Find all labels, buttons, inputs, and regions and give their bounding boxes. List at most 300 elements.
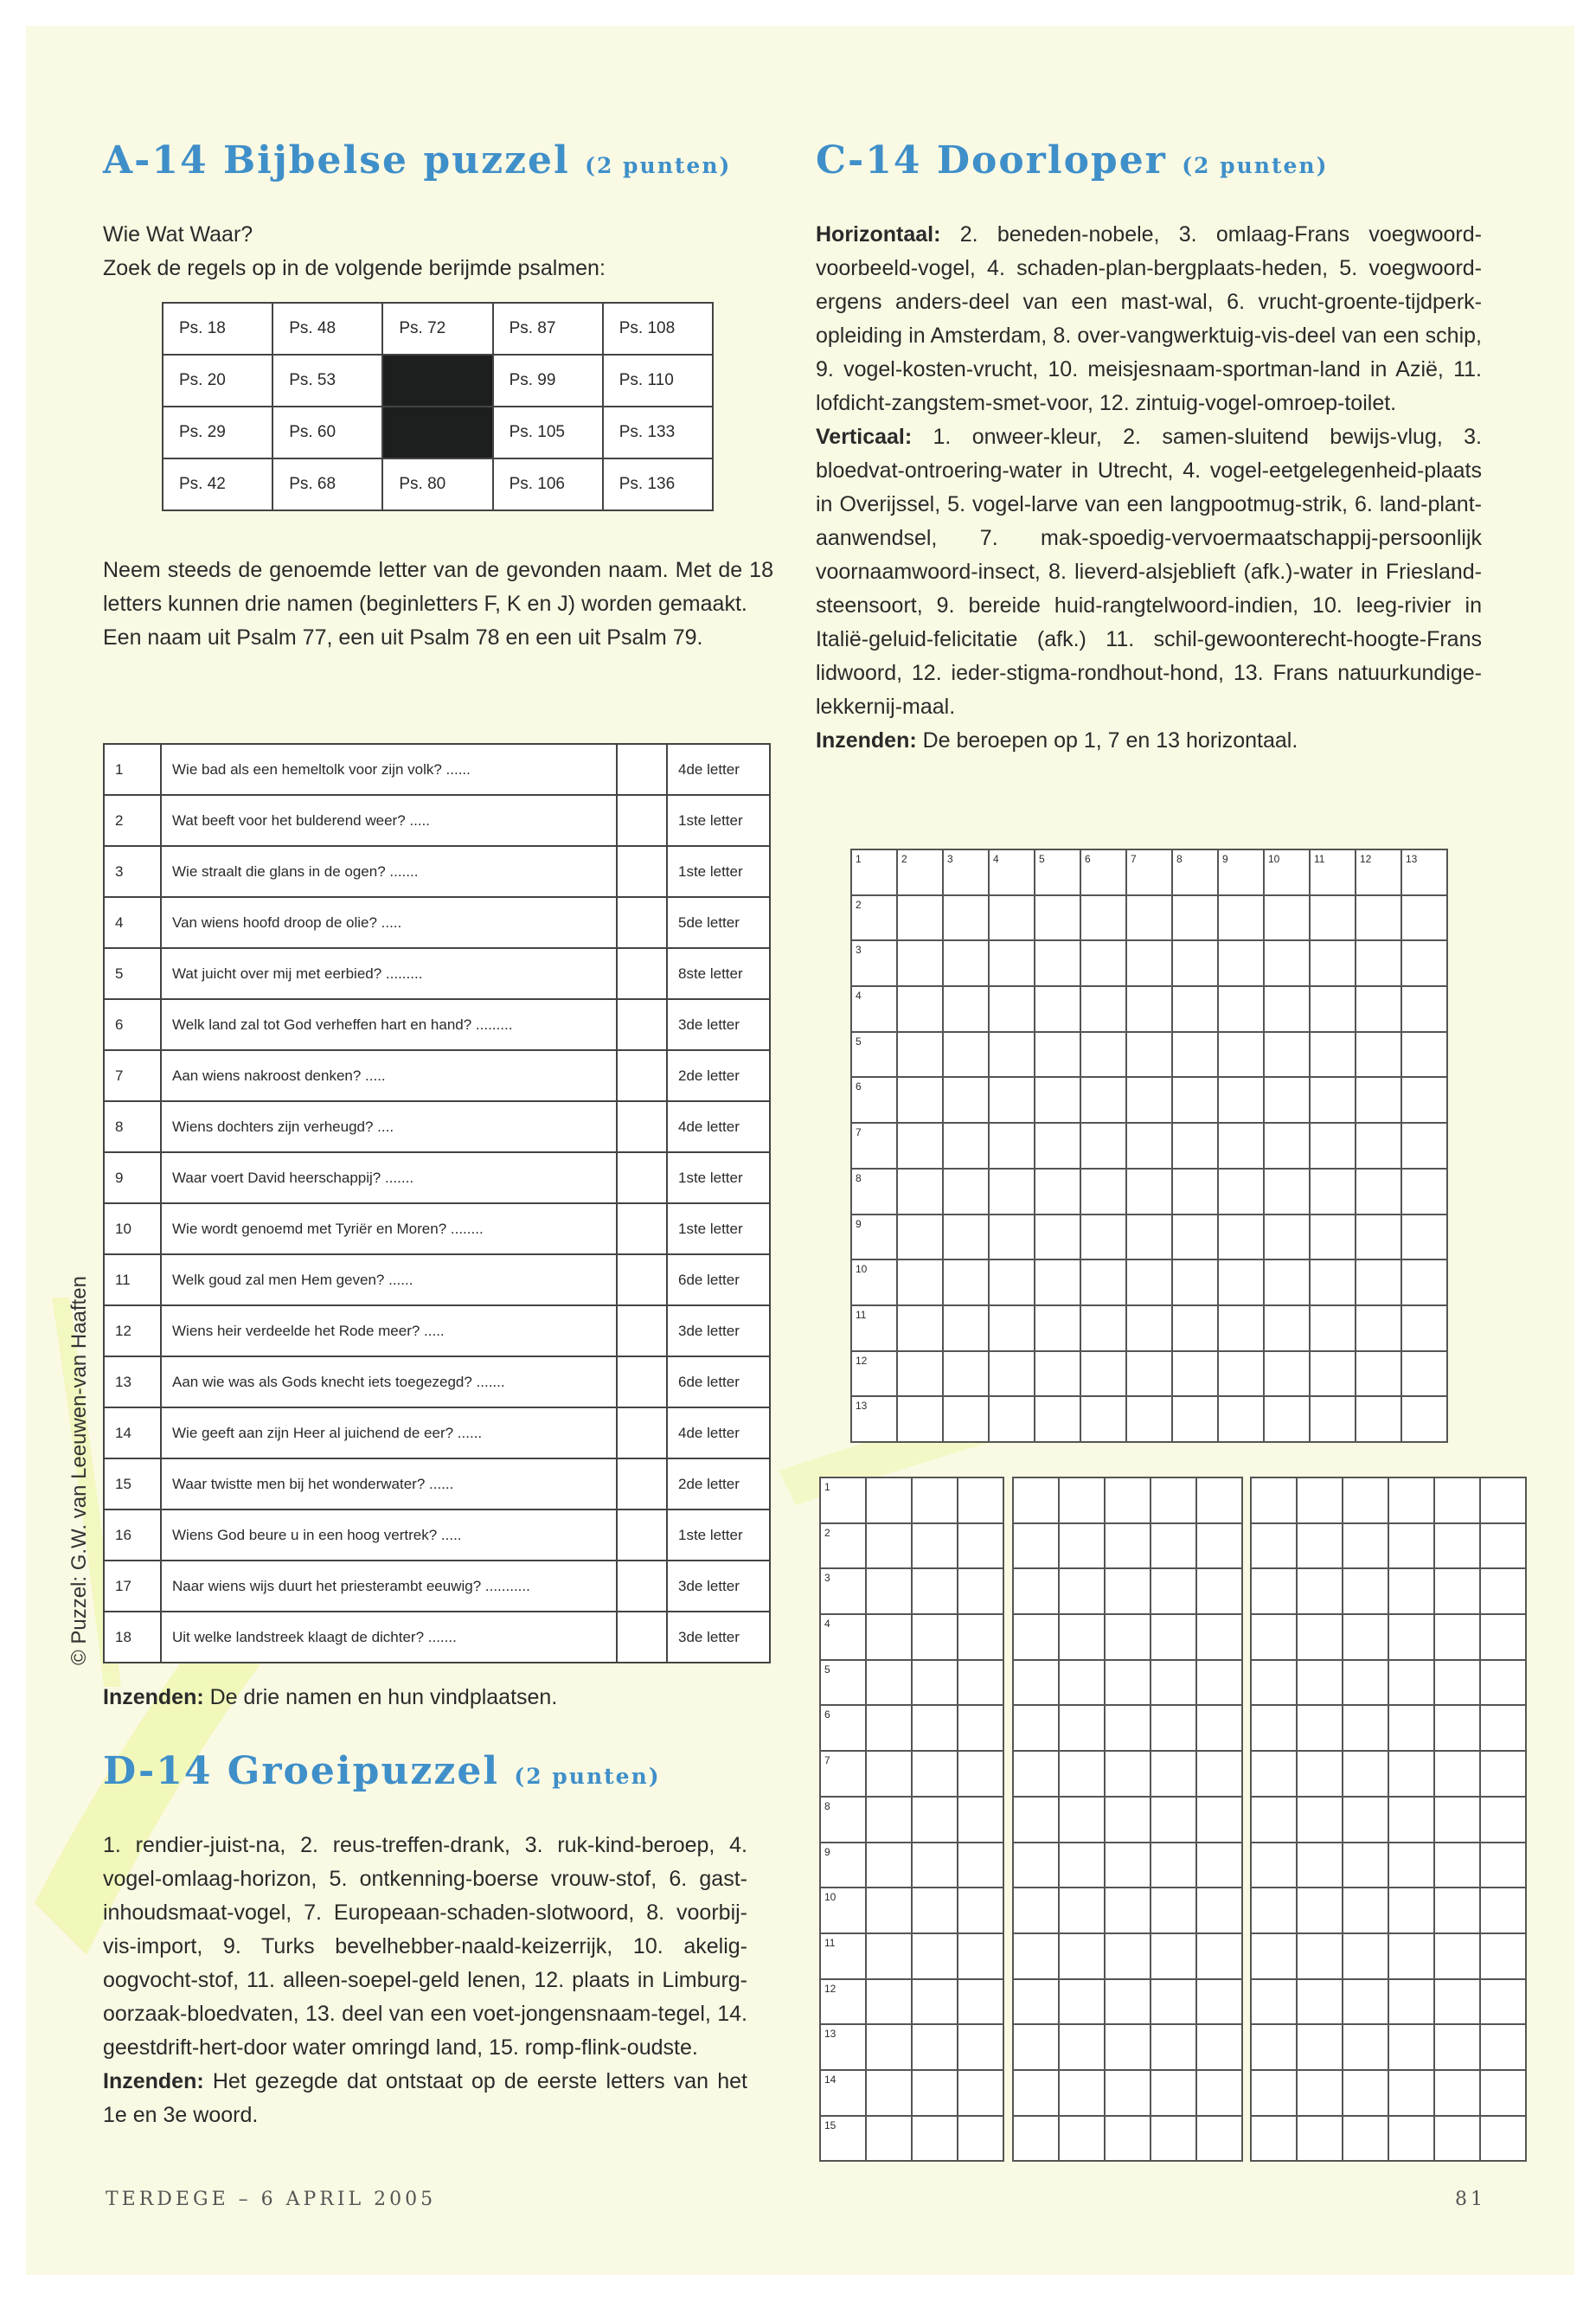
grid-cell[interactable] xyxy=(1126,1351,1172,1397)
grid-cell[interactable] xyxy=(1480,2024,1526,2070)
grid-cell[interactable]: 15 xyxy=(820,2116,866,2162)
grid-cell[interactable]: 4 xyxy=(989,849,1035,895)
grid-cell[interactable] xyxy=(1080,1077,1126,1123)
grid-cell[interactable] xyxy=(1251,1843,1297,1888)
grid-cell[interactable]: 11 xyxy=(820,1933,866,1979)
grid-cell[interactable] xyxy=(1059,1979,1105,2025)
grid-cell[interactable] xyxy=(1343,1843,1388,1888)
grid-cell[interactable] xyxy=(1388,2070,1434,2116)
grid-cell[interactable]: 9 xyxy=(851,1215,897,1260)
grid-cell[interactable] xyxy=(1264,986,1310,1032)
answer-cell[interactable] xyxy=(617,1356,667,1407)
grid-cell[interactable] xyxy=(1480,1888,1526,1933)
grid-cell[interactable] xyxy=(1297,1660,1343,1706)
grid-cell[interactable] xyxy=(1013,1979,1059,2025)
grid-cell[interactable] xyxy=(989,940,1035,986)
grid-cell[interactable] xyxy=(1218,940,1264,986)
grid-cell[interactable] xyxy=(1251,1751,1297,1797)
grid-cell[interactable] xyxy=(989,1123,1035,1169)
grid-cell[interactable] xyxy=(1080,1305,1126,1351)
answer-cell[interactable] xyxy=(617,1305,667,1356)
grid-cell[interactable] xyxy=(1196,1933,1242,1979)
grid-cell[interactable] xyxy=(1013,1660,1059,1706)
grid-cell[interactable] xyxy=(1356,1305,1401,1351)
grid-cell[interactable] xyxy=(1297,1933,1343,1979)
grid-cell[interactable] xyxy=(989,895,1035,941)
grid-cell[interactable] xyxy=(1035,1169,1080,1215)
grid-cell[interactable] xyxy=(1356,895,1401,941)
grid-cell[interactable] xyxy=(1105,1523,1151,1569)
grid-cell[interactable] xyxy=(1196,1568,1242,1614)
grid-cell[interactable] xyxy=(1059,2070,1105,2116)
grid-cell[interactable] xyxy=(1401,1032,1447,1078)
grid-cell[interactable] xyxy=(1343,1523,1388,1569)
grid-cell[interactable] xyxy=(1151,1477,1196,1523)
grid-cell[interactable]: 12 xyxy=(851,1351,897,1397)
grid-cell[interactable] xyxy=(1251,1888,1297,1933)
grid-cell[interactable]: 11 xyxy=(1310,849,1356,895)
grid-cell[interactable] xyxy=(1251,2116,1297,2162)
grid-cell[interactable] xyxy=(1343,2024,1388,2070)
grid-cell[interactable] xyxy=(1218,1215,1264,1260)
grid-cell[interactable] xyxy=(866,1705,912,1751)
grid-cell[interactable]: 10 xyxy=(1264,849,1310,895)
grid-cell[interactable] xyxy=(1343,1888,1388,1933)
grid-cell[interactable] xyxy=(1126,1259,1172,1305)
grid-cell[interactable] xyxy=(1343,1568,1388,1614)
grid-cell[interactable] xyxy=(1105,1705,1151,1751)
grid-cell[interactable] xyxy=(912,1843,958,1888)
grid-cell[interactable] xyxy=(866,1979,912,2025)
grid-cell[interactable] xyxy=(958,1477,1003,1523)
grid-cell[interactable] xyxy=(1388,1523,1434,1569)
grid-cell[interactable] xyxy=(1196,1614,1242,1660)
grid-cell[interactable] xyxy=(1126,1169,1172,1215)
grid-cell[interactable] xyxy=(1434,2070,1480,2116)
grid-cell[interactable] xyxy=(1172,940,1218,986)
grid-cell[interactable] xyxy=(1151,1614,1196,1660)
grid-cell[interactable] xyxy=(1035,1215,1080,1260)
grid-cell[interactable] xyxy=(1172,1305,1218,1351)
grid-cell[interactable] xyxy=(943,1351,989,1397)
grid-cell[interactable] xyxy=(1434,1797,1480,1843)
grid-cell[interactable] xyxy=(866,1933,912,1979)
grid-cell[interactable] xyxy=(1080,986,1126,1032)
grid-cell[interactable] xyxy=(1434,1751,1480,1797)
grid-cell[interactable] xyxy=(866,1568,912,1614)
grid-cell[interactable] xyxy=(1059,1888,1105,1933)
grid-cell[interactable] xyxy=(1434,1477,1480,1523)
grid-cell[interactable] xyxy=(1343,1477,1388,1523)
grid-cell[interactable] xyxy=(866,1660,912,1706)
grid-cell[interactable] xyxy=(1251,1797,1297,1843)
grid-cell[interactable] xyxy=(1480,1614,1526,1660)
grid-cell[interactable] xyxy=(1251,1568,1297,1614)
grid-cell[interactable] xyxy=(1401,986,1447,1032)
grid-cell[interactable] xyxy=(1035,1351,1080,1397)
grid-cell[interactable] xyxy=(1105,1797,1151,1843)
grid-cell[interactable] xyxy=(1172,1259,1218,1305)
grid-cell[interactable] xyxy=(1172,1032,1218,1078)
grid-cell[interactable] xyxy=(958,1705,1003,1751)
grid-cell[interactable] xyxy=(1297,1751,1343,1797)
grid-cell[interactable] xyxy=(1196,2116,1242,2162)
grid-cell[interactable] xyxy=(1401,895,1447,941)
grid-cell[interactable] xyxy=(1126,1077,1172,1123)
grid-cell[interactable] xyxy=(1059,1933,1105,1979)
grid-cell[interactable] xyxy=(1343,2070,1388,2116)
grid-cell[interactable] xyxy=(1297,1477,1343,1523)
grid-cell[interactable] xyxy=(1059,1843,1105,1888)
grid-cell[interactable] xyxy=(1388,1614,1434,1660)
grid-cell[interactable] xyxy=(1388,1477,1434,1523)
answer-cell[interactable] xyxy=(617,1101,667,1152)
grid-cell[interactable] xyxy=(1126,940,1172,986)
grid-cell[interactable]: 7 xyxy=(851,1123,897,1169)
grid-cell[interactable] xyxy=(897,1259,943,1305)
grid-cell[interactable] xyxy=(1356,1259,1401,1305)
grid-cell[interactable] xyxy=(866,1797,912,1843)
answer-cell[interactable] xyxy=(617,795,667,846)
grid-cell[interactable] xyxy=(1218,1259,1264,1305)
grid-cell[interactable] xyxy=(1105,1933,1151,1979)
grid-cell[interactable] xyxy=(1251,2024,1297,2070)
grid-cell[interactable] xyxy=(912,1933,958,1979)
grid-cell[interactable] xyxy=(1251,1614,1297,1660)
grid-cell[interactable]: 4 xyxy=(820,1614,866,1660)
grid-cell[interactable] xyxy=(866,2070,912,2116)
grid-cell[interactable] xyxy=(1105,1614,1151,1660)
grid-cell[interactable] xyxy=(1356,1032,1401,1078)
grid-cell[interactable]: 6 xyxy=(820,1705,866,1751)
grid-cell[interactable] xyxy=(1310,1259,1356,1305)
grid-cell[interactable] xyxy=(1356,1215,1401,1260)
grid-cell[interactable]: 3 xyxy=(820,1568,866,1614)
grid-cell[interactable] xyxy=(1297,2070,1343,2116)
grid-cell[interactable] xyxy=(912,1568,958,1614)
grid-cell[interactable]: 14 xyxy=(820,2070,866,2116)
grid-cell[interactable] xyxy=(912,1979,958,2025)
grid-cell[interactable] xyxy=(912,1614,958,1660)
grid-cell[interactable] xyxy=(1080,1032,1126,1078)
grid-cell[interactable] xyxy=(912,1751,958,1797)
grid-cell[interactable] xyxy=(1480,1660,1526,1706)
grid-cell[interactable] xyxy=(912,1797,958,1843)
grid-cell[interactable] xyxy=(1297,1523,1343,1569)
grid-cell[interactable] xyxy=(1013,1751,1059,1797)
grid-cell[interactable] xyxy=(866,1477,912,1523)
grid-cell[interactable] xyxy=(943,1259,989,1305)
grid-cell[interactable] xyxy=(1151,1843,1196,1888)
grid-cell[interactable] xyxy=(958,1797,1003,1843)
grid-cell[interactable] xyxy=(1172,1396,1218,1442)
grid-cell[interactable] xyxy=(1480,2116,1526,2162)
grid-cell[interactable] xyxy=(1388,1843,1434,1888)
grid-cell[interactable] xyxy=(1343,1614,1388,1660)
grid-cell[interactable] xyxy=(1480,1933,1526,1979)
grid-cell[interactable] xyxy=(1151,1568,1196,1614)
grid-cell[interactable] xyxy=(1401,1123,1447,1169)
grid-cell[interactable] xyxy=(897,1351,943,1397)
grid-cell[interactable] xyxy=(1035,1305,1080,1351)
grid-cell[interactable] xyxy=(1080,1215,1126,1260)
grid-cell[interactable] xyxy=(1013,1933,1059,1979)
grid-cell[interactable] xyxy=(1310,1305,1356,1351)
grid-cell[interactable] xyxy=(1151,1979,1196,2025)
grid-cell[interactable] xyxy=(1172,1215,1218,1260)
grid-cell[interactable] xyxy=(1126,986,1172,1032)
grid-cell[interactable] xyxy=(989,1215,1035,1260)
grid-cell[interactable] xyxy=(943,1396,989,1442)
grid-cell[interactable]: 8 xyxy=(1172,849,1218,895)
grid-cell[interactable] xyxy=(1310,895,1356,941)
grid-cell[interactable] xyxy=(1480,1705,1526,1751)
grid-cell[interactable] xyxy=(1013,1523,1059,1569)
grid-cell[interactable] xyxy=(943,940,989,986)
grid-cell[interactable] xyxy=(958,1933,1003,1979)
grid-cell[interactable] xyxy=(989,986,1035,1032)
grid-cell[interactable]: 5 xyxy=(1035,849,1080,895)
grid-cell[interactable] xyxy=(1035,986,1080,1032)
grid-cell[interactable] xyxy=(958,1979,1003,2025)
grid-cell[interactable] xyxy=(1264,895,1310,941)
grid-cell[interactable]: 9 xyxy=(1218,849,1264,895)
grid-cell[interactable] xyxy=(897,1396,943,1442)
grid-cell[interactable] xyxy=(1059,2024,1105,2070)
grid-cell[interactable] xyxy=(943,1032,989,1078)
grid-cell[interactable] xyxy=(897,1032,943,1078)
grid-cell[interactable] xyxy=(1356,1351,1401,1397)
grid-cell[interactable] xyxy=(1388,1979,1434,2025)
grid-cell[interactable] xyxy=(1343,1933,1388,1979)
grid-cell[interactable] xyxy=(1151,1933,1196,1979)
grid-cell[interactable] xyxy=(1013,2024,1059,2070)
grid-cell[interactable] xyxy=(897,1305,943,1351)
grid-cell[interactable] xyxy=(1080,1351,1126,1397)
grid-cell[interactable] xyxy=(958,1660,1003,1706)
grid-cell[interactable] xyxy=(1434,1705,1480,1751)
grid-cell[interactable] xyxy=(1172,1351,1218,1397)
grid-cell[interactable] xyxy=(912,1705,958,1751)
grid-cell[interactable] xyxy=(1251,2070,1297,2116)
grid-cell[interactable] xyxy=(1310,1396,1356,1442)
grid-cell[interactable] xyxy=(1035,1032,1080,1078)
grid-cell[interactable] xyxy=(1035,1077,1080,1123)
grid-cell[interactable] xyxy=(1013,2070,1059,2116)
grid-cell[interactable] xyxy=(1297,1705,1343,1751)
grid-cell[interactable] xyxy=(958,2024,1003,2070)
grid-cell[interactable] xyxy=(989,1077,1035,1123)
grid-cell[interactable] xyxy=(912,1523,958,1569)
grid-cell[interactable] xyxy=(943,1077,989,1123)
grid-cell[interactable] xyxy=(1297,2116,1343,2162)
grid-cell[interactable] xyxy=(1480,1523,1526,1569)
grid-cell[interactable] xyxy=(943,1123,989,1169)
grid-cell[interactable] xyxy=(1218,1077,1264,1123)
grid-cell[interactable] xyxy=(989,1169,1035,1215)
grid-cell[interactable] xyxy=(1059,1523,1105,1569)
grid-cell[interactable] xyxy=(1196,2070,1242,2116)
grid-cell[interactable]: 7 xyxy=(1126,849,1172,895)
grid-cell[interactable] xyxy=(1126,1215,1172,1260)
grid-cell[interactable] xyxy=(1080,895,1126,941)
grid-cell[interactable] xyxy=(912,1477,958,1523)
grid-cell[interactable] xyxy=(958,1614,1003,1660)
grid-cell[interactable] xyxy=(1105,1888,1151,1933)
grid-cell[interactable] xyxy=(1356,1169,1401,1215)
grid-cell[interactable] xyxy=(1105,1568,1151,1614)
grid-cell[interactable] xyxy=(989,1259,1035,1305)
grid-cell[interactable] xyxy=(1218,1351,1264,1397)
grid-cell[interactable] xyxy=(1172,895,1218,941)
grid-cell[interactable] xyxy=(1264,1215,1310,1260)
grid-cell[interactable] xyxy=(1080,1123,1126,1169)
grid-cell[interactable] xyxy=(1401,1215,1447,1260)
grid-cell[interactable] xyxy=(1126,1305,1172,1351)
grid-cell[interactable]: 13 xyxy=(820,2024,866,2070)
grid-cell[interactable] xyxy=(1126,1123,1172,1169)
grid-cell[interactable] xyxy=(912,2116,958,2162)
grid-cell[interactable] xyxy=(1035,1123,1080,1169)
grid-cell[interactable] xyxy=(1151,1797,1196,1843)
grid-cell[interactable] xyxy=(1013,1888,1059,1933)
answer-cell[interactable] xyxy=(617,948,667,999)
grid-cell[interactable]: 12 xyxy=(820,1979,866,2025)
grid-cell[interactable] xyxy=(1434,1843,1480,1888)
grid-cell[interactable] xyxy=(1251,1477,1297,1523)
grid-cell[interactable]: 1 xyxy=(851,849,897,895)
grid-cell[interactable]: 2 xyxy=(851,895,897,941)
grid-cell[interactable] xyxy=(943,1169,989,1215)
grid-cell[interactable] xyxy=(1172,1169,1218,1215)
grid-cell[interactable] xyxy=(1035,895,1080,941)
grid-cell[interactable] xyxy=(943,895,989,941)
grid-cell[interactable] xyxy=(897,1215,943,1260)
grid-cell[interactable] xyxy=(1196,1660,1242,1706)
grid-cell[interactable] xyxy=(866,1888,912,1933)
grid-cell[interactable] xyxy=(1356,1123,1401,1169)
grid-cell[interactable] xyxy=(1480,1568,1526,1614)
grid-cell[interactable] xyxy=(1105,1477,1151,1523)
grid-cell[interactable] xyxy=(1310,1123,1356,1169)
grid-cell[interactable] xyxy=(1434,1568,1480,1614)
grid-cell[interactable] xyxy=(1356,986,1401,1032)
answer-cell[interactable] xyxy=(617,1203,667,1254)
grid-cell[interactable] xyxy=(866,1614,912,1660)
grid-cell[interactable] xyxy=(866,2116,912,2162)
grid-cell[interactable] xyxy=(958,1843,1003,1888)
grid-cell[interactable] xyxy=(1080,1259,1126,1305)
grid-cell[interactable] xyxy=(958,1523,1003,1569)
grid-cell[interactable] xyxy=(943,1215,989,1260)
grid-cell[interactable] xyxy=(1310,1351,1356,1397)
grid-cell[interactable] xyxy=(1264,1305,1310,1351)
grid-cell[interactable] xyxy=(958,1888,1003,1933)
grid-cell[interactable] xyxy=(1343,2116,1388,2162)
grid-cell[interactable] xyxy=(1059,1477,1105,1523)
grid-cell[interactable] xyxy=(1013,1797,1059,1843)
grid-cell[interactable] xyxy=(1297,1843,1343,1888)
grid-cell[interactable] xyxy=(1310,1169,1356,1215)
grid-cell[interactable] xyxy=(866,2024,912,2070)
grid-cell[interactable] xyxy=(897,1169,943,1215)
answer-cell[interactable] xyxy=(617,1561,667,1612)
grid-cell[interactable] xyxy=(1264,1123,1310,1169)
grid-cell[interactable] xyxy=(1480,2070,1526,2116)
grid-cell[interactable] xyxy=(1434,1888,1480,1933)
grid-cell[interactable] xyxy=(1388,1705,1434,1751)
grid-cell[interactable] xyxy=(1310,1032,1356,1078)
grid-cell[interactable] xyxy=(1218,986,1264,1032)
answer-cell[interactable] xyxy=(617,1458,667,1509)
grid-cell[interactable]: 13 xyxy=(1401,849,1447,895)
grid-cell[interactable] xyxy=(1126,1396,1172,1442)
grid-cell[interactable]: 6 xyxy=(1080,849,1126,895)
grid-cell[interactable] xyxy=(1035,940,1080,986)
grid-cell[interactable] xyxy=(1480,1477,1526,1523)
grid-cell[interactable] xyxy=(912,2024,958,2070)
grid-cell[interactable]: 3 xyxy=(851,940,897,986)
grid-cell[interactable]: 5 xyxy=(820,1660,866,1706)
grid-cell[interactable] xyxy=(1251,1523,1297,1569)
grid-cell[interactable]: 13 xyxy=(851,1396,897,1442)
grid-cell[interactable] xyxy=(1035,1259,1080,1305)
grid-cell[interactable] xyxy=(1059,2116,1105,2162)
grid-cell[interactable] xyxy=(1343,1797,1388,1843)
grid-cell[interactable] xyxy=(1264,1396,1310,1442)
grid-cell[interactable] xyxy=(897,940,943,986)
answer-cell[interactable] xyxy=(617,897,667,948)
grid-cell[interactable] xyxy=(1035,1396,1080,1442)
grid-cell[interactable] xyxy=(1196,2024,1242,2070)
grid-cell[interactable] xyxy=(1196,1843,1242,1888)
grid-cell[interactable] xyxy=(1196,1797,1242,1843)
grid-cell[interactable] xyxy=(1401,1396,1447,1442)
grid-cell[interactable] xyxy=(1126,1032,1172,1078)
grid-cell[interactable]: 7 xyxy=(820,1751,866,1797)
grid-cell[interactable] xyxy=(866,1523,912,1569)
grid-cell[interactable] xyxy=(958,2070,1003,2116)
grid-cell[interactable] xyxy=(1059,1614,1105,1660)
grid-cell[interactable]: 9 xyxy=(820,1843,866,1888)
grid-cell[interactable] xyxy=(943,986,989,1032)
grid-cell[interactable] xyxy=(1151,2116,1196,2162)
grid-cell[interactable]: 8 xyxy=(820,1797,866,1843)
grid-cell[interactable] xyxy=(1401,1259,1447,1305)
grid-cell[interactable] xyxy=(1151,1660,1196,1706)
grid-cell[interactable] xyxy=(989,1396,1035,1442)
grid-cell[interactable] xyxy=(1401,1169,1447,1215)
grid-cell[interactable] xyxy=(1105,2116,1151,2162)
grid-cell[interactable] xyxy=(1264,1259,1310,1305)
grid-cell[interactable] xyxy=(897,1123,943,1169)
grid-cell[interactable] xyxy=(958,1751,1003,1797)
grid-cell[interactable] xyxy=(1388,1933,1434,1979)
grid-cell[interactable] xyxy=(1356,940,1401,986)
grid-cell[interactable] xyxy=(912,2070,958,2116)
answer-cell[interactable] xyxy=(617,1254,667,1305)
grid-cell[interactable] xyxy=(1401,1351,1447,1397)
grid-cell[interactable] xyxy=(1059,1797,1105,1843)
grid-cell[interactable] xyxy=(1480,1843,1526,1888)
grid-cell[interactable] xyxy=(1013,1705,1059,1751)
grid-cell[interactable] xyxy=(1218,1169,1264,1215)
grid-cell[interactable] xyxy=(1013,2116,1059,2162)
grid-cell[interactable] xyxy=(1297,1797,1343,1843)
grid-cell[interactable] xyxy=(1388,1888,1434,1933)
grid-cell[interactable] xyxy=(1105,1979,1151,2025)
grid-cell[interactable] xyxy=(1264,1077,1310,1123)
